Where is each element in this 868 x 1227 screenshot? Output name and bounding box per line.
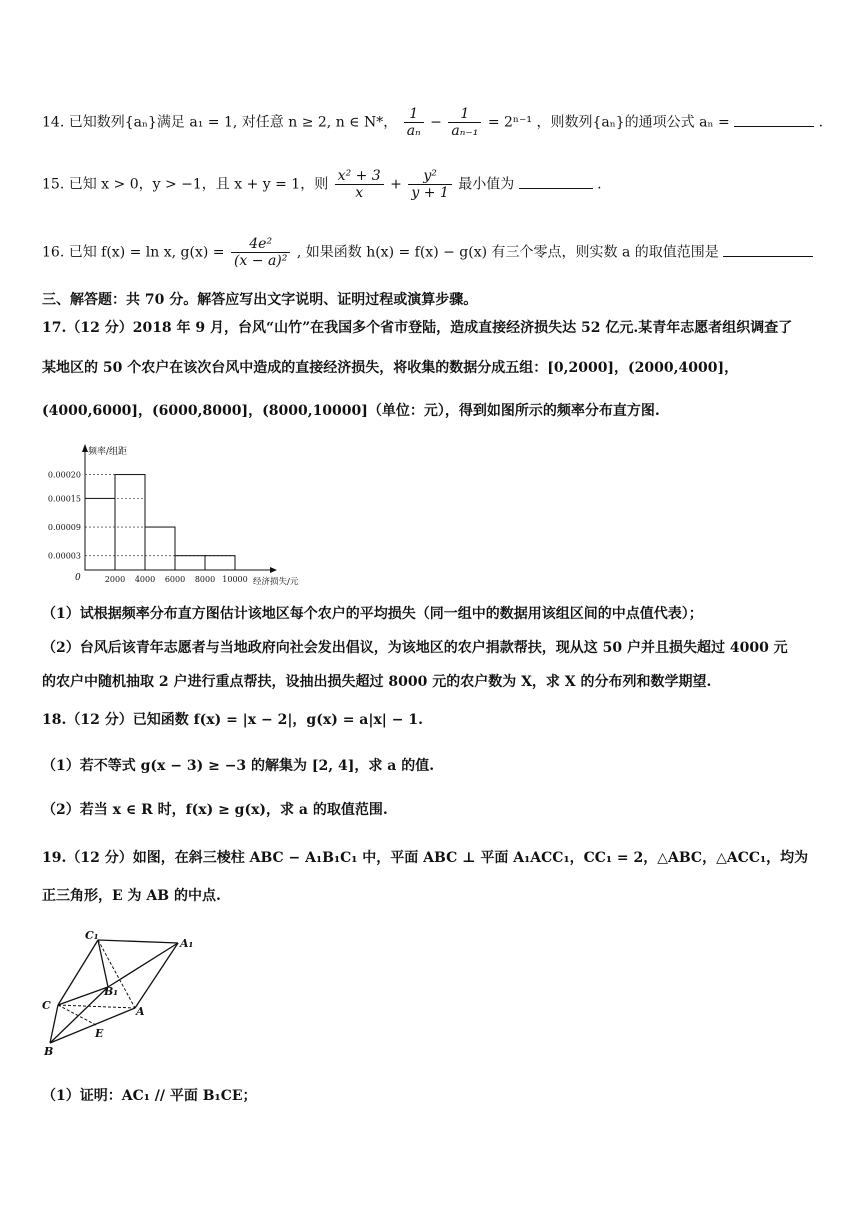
q16-text-2: , 如果函数 h(x) = f(x) − g(x) 有三个零点，则实数 a 的取值范围是	[296, 244, 719, 261]
q14-rhs: = 2ⁿ⁻¹	[487, 114, 532, 131]
q16-answer-blank[interactable]	[723, 242, 813, 257]
label-b1: B₁	[104, 985, 119, 998]
edge-c-c1	[58, 940, 98, 1005]
edge-c-b1	[58, 987, 108, 1005]
question-15: 15. 已知 x > 0，y > −1，且 x + y = 1，则 $\frac{\text{x² + 3}}{x}$ + $\frac{\text{y²}}{y + 1}$ 最小值为 .	[42, 168, 602, 201]
x-tick-label: 4000	[134, 575, 156, 584]
y-tick-label: 0.00009	[47, 523, 81, 533]
label-a: A	[136, 1005, 145, 1018]
section-3-heading: 三、解答题：共 70 分。解答应写出文字说明、证明过程或演算步骤。	[42, 292, 478, 308]
q14-fraction-1: $\frac{1}{\text{aₙ}}$	[404, 106, 424, 139]
x-tick-label: 10000	[222, 575, 248, 584]
histogram-bar	[205, 556, 235, 570]
label-b: B	[44, 1045, 54, 1058]
q15-text-1: 已知 x > 0，y > −1，且 x + y = 1，则	[68, 176, 329, 193]
q16-text-1: 已知 f(x) = ln x, g(x) =	[68, 244, 225, 261]
q17-sub-1: （1）试根据频率分布直方图估计该地区每个农户的平均损失（同一组中的数据用该组区间的中点值代表）；	[42, 606, 703, 622]
q14-text-2: ，则数列{aₙ}的通项公式 aₙ =	[536, 114, 730, 131]
y-tick-label: 0.00015	[47, 494, 81, 504]
x-axis-label: 经济损失/元	[253, 577, 299, 587]
q16-fraction: $\frac{\text{4e²}}{\text{(x − a)²}}$	[231, 236, 290, 269]
y-tick-label: 0.00003	[47, 551, 81, 561]
question-16	[42, 236, 813, 269]
x-tick-label: 8000	[194, 575, 216, 584]
q15-label: 15.	[42, 176, 65, 193]
q19-line-1: 19.（12 分）如图，在斜三棱柱 ABC − A₁B₁C₁ 中，平面 ABC ⊥ 平面 A₁ACC₁，CC₁ = 2，△ABC，△ACC₁，均为	[42, 850, 809, 866]
q15-text-2: 最小值为	[458, 176, 515, 193]
q17-line-3: (4000,6000]，(6000,8000]，(8000,10000]（单位：元），得到如图所示的频率分布直方图.	[42, 403, 660, 419]
edge-c1-b1	[98, 940, 108, 987]
q17-line-2: 某地区的 50 个农户在该次台风中造成的直接经济损失，将收集的数据分成五组：[0,2000]，(2000,4000]，	[42, 360, 739, 376]
question-14: 14. 已知数列{aₙ}满足 a₁ = 1, 对任意 n ≥ 2, n ∈ N*， $\frac{1}{\text{aₙ}}$ − $\frac{1}{\text{aₙ₋₁}}$ = 2ⁿ⁻¹ ，则数列{aₙ}的通项公式 aₙ = .	[42, 106, 824, 139]
q15-fraction-2: $\frac{\text{y²}}{y + 1}$	[408, 168, 451, 201]
q17-sub-2-line-2: 的农户中随机抽取 2 户进行重点帮扶，设抽出损失超过 8000 元的农户数为 X，求 X 的分布列和数学期望.	[42, 674, 712, 690]
frequency-histogram	[40, 440, 330, 590]
q19-line-2: 正三角形，E 为 AB 的中点.	[42, 888, 221, 904]
q14-text-1: 已知数列{aₙ}满足 a₁ = 1, 对任意 n ≥ 2, n ∈ N*，	[68, 114, 398, 131]
q14-answer-blank[interactable]	[734, 112, 814, 127]
edge-a1-a	[135, 943, 178, 1008]
y-axis-label: 频率/组距	[88, 447, 128, 457]
edge-c1-a1	[98, 940, 178, 943]
origin-label: 0	[75, 573, 81, 583]
q18-line-1: 18.（12 分）已知函数 f(x) = |x − 2|，g(x) = a|x| − 1.	[42, 712, 423, 728]
x-tick-label: 6000	[164, 575, 186, 584]
x-tick-label: 2000	[104, 575, 126, 584]
q16-label: 16.	[42, 244, 65, 261]
x-axis-arrow	[270, 567, 277, 573]
label-c: C	[42, 999, 51, 1012]
q14-label: 14.	[42, 114, 65, 131]
edge-b1-a1	[108, 943, 178, 987]
histogram-bar	[175, 556, 205, 570]
prism-figure	[38, 925, 208, 1060]
label-a1: A₁	[180, 937, 194, 950]
q18-sub-1: （1）若不等式 g(x − 3) ≥ −3 的解集为 [2, 4]，求 a 的值.	[42, 758, 435, 774]
q14-fraction-2: $\frac{1}{\text{aₙ₋₁}}$	[448, 106, 481, 139]
q15-answer-blank[interactable]	[519, 174, 593, 189]
edge-b-a	[50, 1008, 135, 1043]
histogram-bar	[145, 527, 175, 570]
q18-sub-2: （2）若当 x ∈ R 时，f(x) ≥ g(x)，求 a 的取值范围.	[42, 802, 388, 818]
q19-sub-1: （1）证明：AC₁ // 平面 B₁CE；	[42, 1088, 257, 1104]
label-e: E	[95, 1027, 104, 1040]
segment-c-e-hidden	[58, 1005, 96, 1025]
label-c1: C₁	[85, 929, 99, 942]
q17-sub-2-line-1: （2）台风后该青年志愿者与当地政府向社会发出倡议，为该地区的农户捐款帮扶，现从这 50 户并且损失超过 4000 元	[42, 640, 788, 656]
q15-fraction-1: $\frac{\text{x² + 3}}{x}$	[335, 168, 384, 201]
edge-c-a-hidden	[58, 1005, 135, 1008]
y-tick-label: 0.00020	[47, 470, 81, 480]
histogram-bar	[85, 498, 115, 570]
q17-line-1: 17.（12 分）2018 年 9 月，台风“山竹”在我国多个省市登陆，造成直接经济损失达 52 亿元.某青年志愿者组织调查了	[42, 320, 793, 336]
